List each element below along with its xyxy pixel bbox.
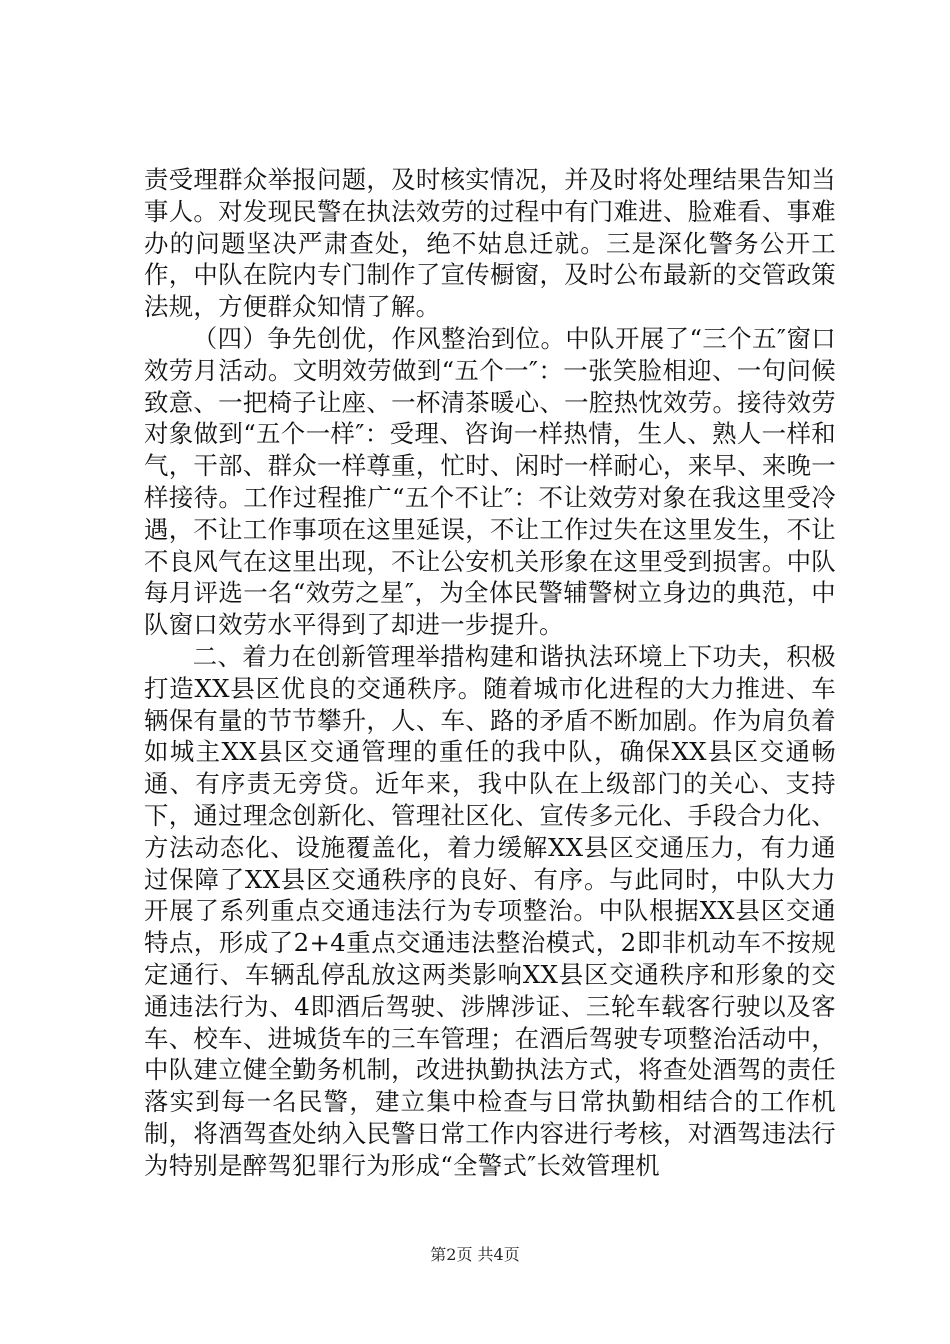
paragraph-section-two: 二、着力在创新管理举措构建和谐执法环境上下功夫，积极打造XX县区优良的交通秩序。随着城市化进程的大力推进、车辆保有量的节节攀升，人、车、路的矛盾不断加剧。作为肩负着如城主XX县区交通管理的重任的我中队，确保XX县区交通畅通、有序责无旁贷。近年来，我中队在上级部门的关心、支持下，通过理念创新化、管理社区化、宣传多元化、手段合力化、方法动态化、设施覆盖化，着力缓解XX县区交通压力，有力通过保障了XX县区交通秩序的良好、有序。与此同时，中队大力开展了系列重点交通违法行为专项整治。中队根据XX县区交通特点，形成了2+4重点交通违法整治模式，2即非机动车不按规定通行、车辆乱停乱放这两类影响XX县区交通秩序和形象的交通违法行为、4即酒后驾驶、涉牌涉证、三轮车载客行驶以及客车、校车、进城货车的三车管理；在酒后驾驶专项整治活动中，中队建立健全勤务机制，改进执勤执法方式，将查处酒驾的责任落实到每一名民警，建立集中检查与日常执勤相结合的工作机制，将酒驾查处纳入民警日常工作内容进行考核，对酒驾违法行为特别是醉驾犯罪行为形成“全警式″长效管理机 (144, 641, 836, 1180)
page-footer: 第2页 共4页 (430, 1245, 520, 1264)
paragraph-continuation: 责受理群众举报问题，及时核实情况，并及时将处理结果告知当事人。对发现民警在执法效劳的过程中有门难进、脸难看、事难办的问题坚决严肃查处，绝不姑息迁就。三是深化警务公开工作，中队在院内专门制作了宣传橱窗，及时公布最新的交管政策法规，方便群众知情了解。 (144, 165, 836, 322)
body-text (144, 164, 836, 1182)
paragraph-section-four: （四）争先创优，作风整治到位。中队开展了“三个五″窗口效劳月活动。文明效劳做到“五个一″：一张笑脸相迎、一句问候致意、一把椅子让座、一杯清茶暖心、一腔热忱效劳。接待效劳对象做到“五个一样″：受理、咨询一样热情，生人、熟人一样和气，干部、群众一样尊重，忙时、闲时一样耐心，来早、来晚一样接待。工作过程推广“五个不让″：不让效劳对象在我这里受冷遇，不让工作事项在这里延误，不让工作过失在这里发生，不让不良风气在这里出现，不让公安机关形象在这里受到损害。中队每月评选一名“效劳之星″，为全体民警辅警树立身边的典范，中队窗口效劳水平得到了却进一步提升。 (144, 323, 836, 640)
